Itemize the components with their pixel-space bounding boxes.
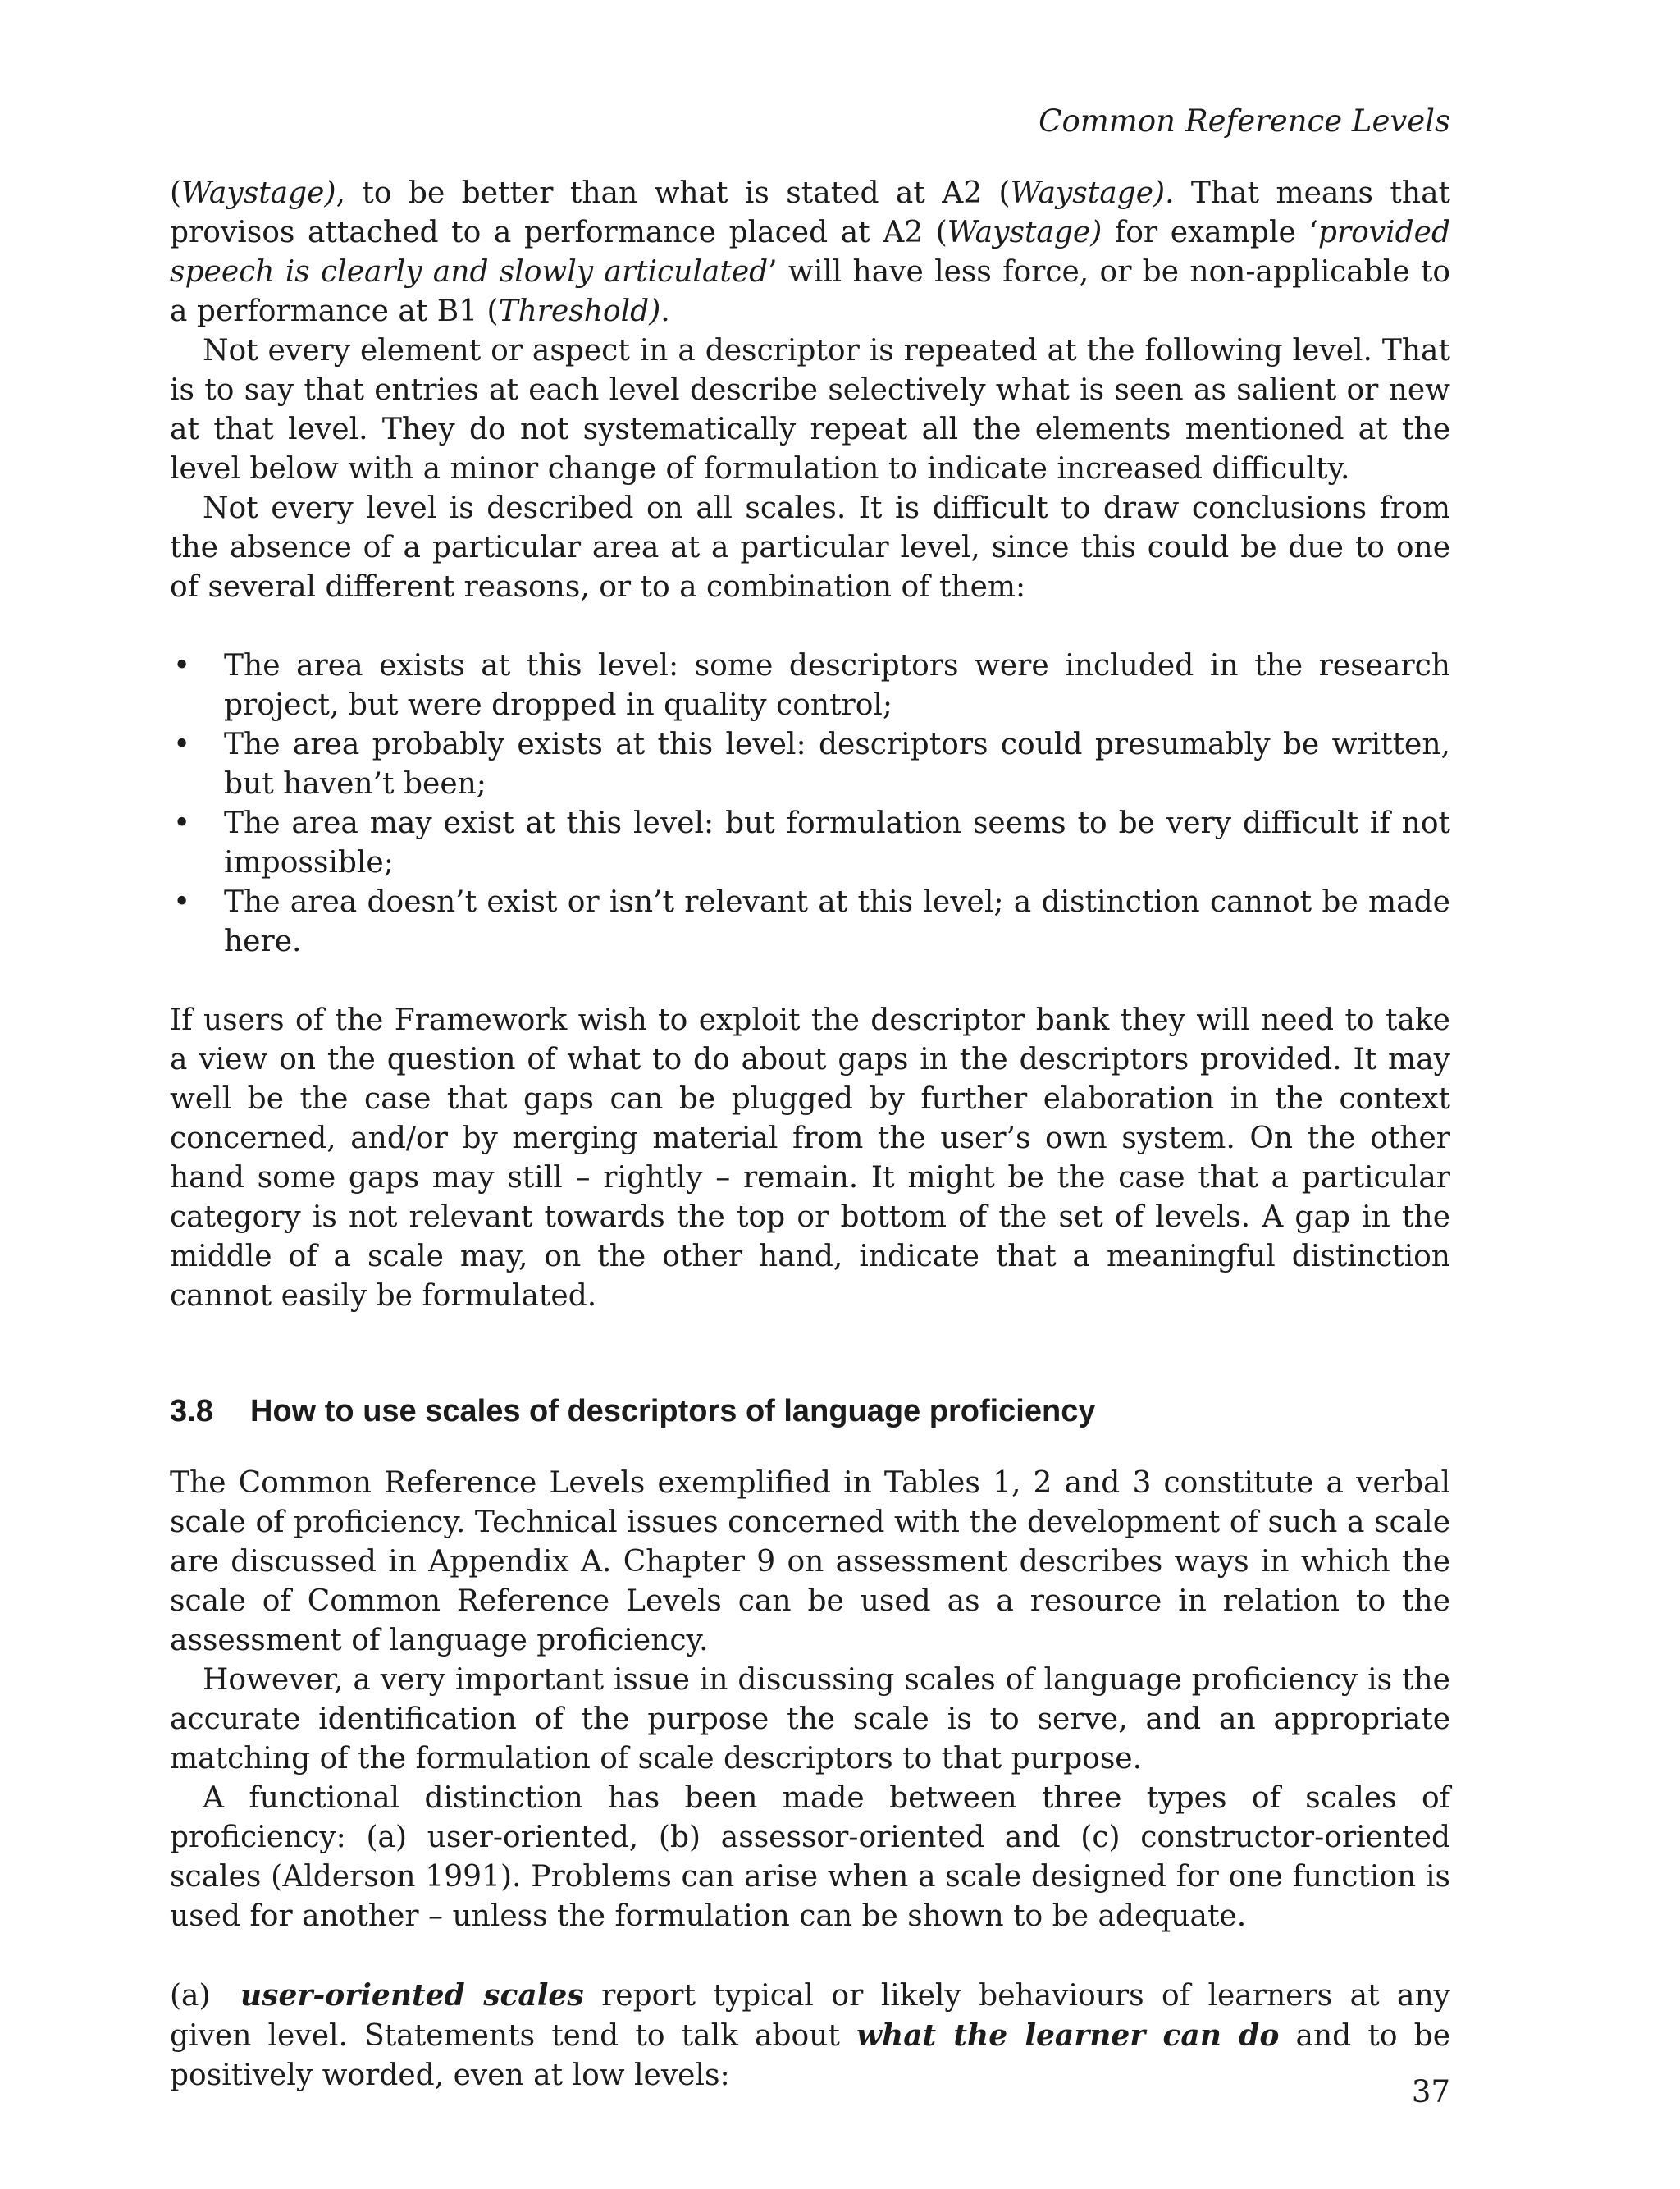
paragraph-not-every-element: Not every element or aspect in a descriptor is repeated at the following level. That is to say that entries at each level describe selectively what is seen as salient or new at that level. They do not systematically repeat all the elements mentioned at the level below with a minor change of formulation to indicate increased difficulty. [170, 334, 1450, 486]
section-heading [170, 1392, 1450, 1431]
paragraph-common-reference-levels: The Common Reference Levels exemplified in Tables 1, 2 and 3 constitute a verbal scale of proficiency. Technical issues concerned with the development of such a scale are discussed in Appendix A. Chapter 9 on assessment describes ways in which the scale of Common Reference Levels can be used as a resource in relation to the assessment of language proficiency. [170, 1466, 1450, 1657]
bullet-marker: • [173, 728, 191, 761]
paragraph-user-oriented-scales: (a) user-oriented scales report typical or likely behaviours of learners at any given level. Statements tend to talk about what the learner can do and to be positively worded, even at low levels: [170, 1978, 1451, 2092]
term-user-oriented-scales: user-oriented scales [240, 1978, 584, 2013]
list-item: • The area doesn’t exist or isn’t relevant at this level; a distinction cannot be made here. [170, 883, 1450, 962]
bullet-marker: • [173, 885, 191, 919]
paragraph-users-of-framework: If users of the Framework wish to exploit the descriptor bank they will need to take a view on the question of what to do about gaps in the descriptors provided. It may well be the case that gaps can be plugged by further elaboration in the context concerned, and/or by merging material from the user’s own system. On the other hand some gaps may still – rightly – remain. It might be the case that a particular category is not relevant towards the top or bottom of the set of levels. A gap in the middle of a scale may, on the other hand, indicate that a meaningful distinction cannot easily be formulated. [170, 1003, 1450, 1313]
emphasis-learner-can-do: what the learner can do [856, 2018, 1280, 2053]
section-title: How to use scales of descriptors of language proficiency [250, 1394, 1096, 1428]
page-number: 37 [1411, 2074, 1450, 2109]
body-text [170, 174, 1450, 2095]
running-head: Common Reference Levels [1039, 103, 1450, 139]
list-item: • The area may exist at this level: but formulation seems to be very difficult if not impossible; [170, 804, 1450, 883]
bullet-marker: • [173, 649, 191, 683]
bullet-marker: • [173, 807, 191, 840]
bullet-list [170, 647, 1450, 962]
item-label: (a) [170, 1979, 211, 2013]
paragraph-waystage: (Waystage), to be better than what is stated at A2 (Waystage). That means that provisos attached to a performance placed at A2 (Waystage) for example ‘provided speech is clearly and slowly articulated’ will have less force, or be non-applicable to a performance at B1 (Threshold). [170, 176, 1451, 328]
list-item: • The area probably exists at this level: descriptors could presumably be written, but haven’t been; [170, 725, 1450, 804]
paragraph-however: However, a very important issue in discussing scales of language proficiency is the accurate identification of the purpose the scale is to serve, and an appropriate matching of the formulation of scale descriptors to that purpose. [170, 1663, 1450, 1775]
list-item: • The area exists at this level: some descriptors were included in the research project, but were dropped in quality control; [170, 647, 1450, 725]
paragraph-functional-distinction: A functional distinction has been made between three types of scales of proficiency: (a) user-oriented, (b) assessor-oriented and (c) constructor-oriented scales (Alderson 1991). Problems can arise when a scale designed for one function is used for another – unless the formulation can be shown to be adequate. [170, 1781, 1450, 1933]
paragraph-not-every-level: Not every level is described on all scales. It is difficult to draw conclusions from the absence of a particular area at a particular level, since this could be due to one of several different reasons, or to a combination of them: [170, 491, 1450, 604]
section-number: 3.8 [170, 1394, 213, 1428]
